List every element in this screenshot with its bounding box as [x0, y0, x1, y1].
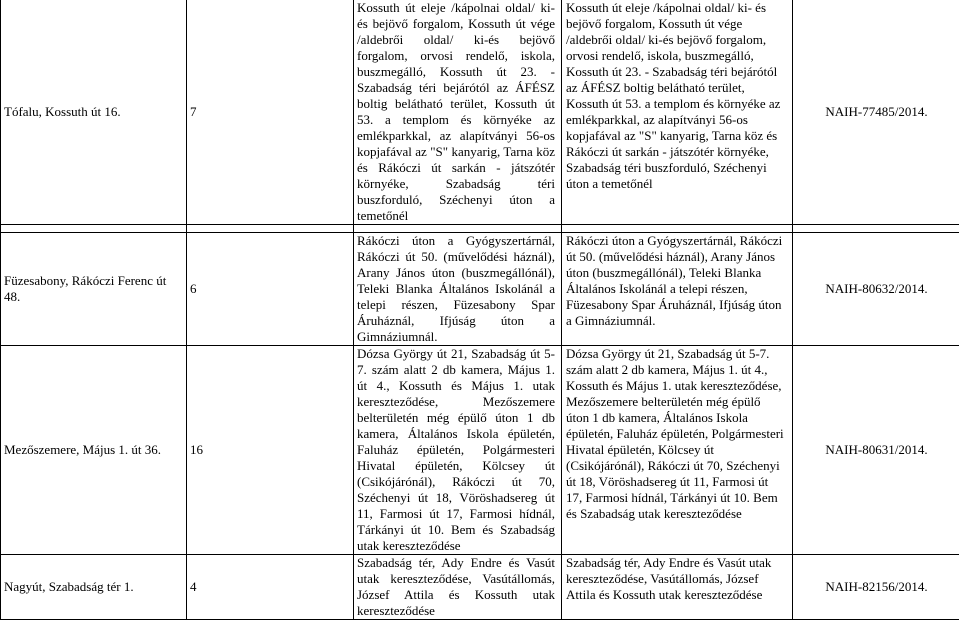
- monitored-area-cell: Rákóczi úton a Gyógyszertárnál, Rákóczi út 50. (művelődési háznál), Arany János úton (buszmegállónál), Teleki Blanka Általános Iskolánál a telepi részen, Füzesabony Spar Áruháznál, Ifjúság úton a Gimnáziumnál.: [354, 233, 562, 346]
- camera-count-cell: 4: [187, 555, 354, 620]
- monitored-area-cell: Szabadság tér, Ady Endre és Vasút utak kereszteződése, Vasútállomás, József Attila és Kossuth utak kereszteződése: [562, 555, 793, 620]
- monitored-area-cell: Kossuth út eleje /kápolnai oldal/ ki- és bejövő forgalom, Kossuth út vége /aldebrői oldal/ ki-és bejövő forgalom, orvosi rendelő, iskola, buszmegálló, Kossuth út 23. - Szabadság téri bejárótól az ÁFÉSZ boltig belátható terület, Kossuth út 53. a templom és környéke az emlékparkkal, az alapítványi 56-os kopjafával az "S" kanyarig, Tarna köz és Rákóczi út sarkán - játszótér környéke, Szabadság téri buszforduló, Széchenyi úton a temetőnél: [562, 0, 793, 225]
- table-row: [1, 346, 959, 555]
- location-cell: Mezőszemere, Május 1. út 36.: [1, 346, 187, 555]
- camera-count-cell: 16: [187, 346, 354, 555]
- camera-count-cell: 6: [187, 233, 354, 346]
- monitored-area-cell: Szabadság tér, Ady Endre és Vasút utak kereszteződése, Vasútállomás, József Attila és Kossuth utak kereszteződése: [354, 555, 562, 620]
- table-row: [1, 0, 959, 225]
- table-row: [1, 233, 959, 346]
- monitored-area-cell: Rákóczi úton a Gyógyszertárnál, Rákóczi út 50. (művelődési háznál), Arany János úton (buszmegállónál), Teleki Blanka Általános Iskolánál a telepi részen, Füzesabony Spar Áruháznál, Ifjúság úton a Gimnáziumnál.: [562, 233, 793, 346]
- naih-id-cell: NAIH-82156/2014.: [793, 555, 959, 620]
- monitored-area-cell: Kossuth út eleje /kápolnai oldal/ ki- és bejövő forgalom, Kossuth út vége /aldebrői oldal/ ki-és bejövő forgalom, orvosi rendelő, iskola, buszmegálló, Kossuth út 23. - Szabadság téri bejárótól az ÁFÉSZ boltig belátható terület, Kossuth út 53. a templom és környéke az emlékparkkal, az alapítványi 56-os kopjafával az "S" kanyarig, Tarna köz és Rákóczi út sarkán - játszótér környéke, Szabadság téri buszforduló, Széchenyi úton a temetőnél: [354, 0, 562, 225]
- monitored-area-cell: Dózsa György út 21, Szabadság út 5-7. szám alatt 2 db kamera, Május 1. út 4., Kossuth és Május 1. utak kereszteződése, Mezőszemere belterületén még épülő úton 1 db kamera, Általános Iskola épületén, Faluház épületén, Polgármesteri Hivatal épületén, Kölcsey út (Csikójárónál), Rákóczi út 70, Széchenyi út 18, Vöröshadsereg út 11, Farmosi út 17, Farmosi hídnál, Tárkányi út 10. Bem és Szabadság utak kereszteződése: [562, 346, 793, 555]
- location-cell: Nagyút, Szabadság tér 1.: [1, 555, 187, 620]
- location-cell: Füzesabony, Rákóczi Ferenc út 48.: [1, 233, 187, 346]
- naih-id-cell: NAIH-77485/2014.: [793, 0, 959, 225]
- monitored-area-cell: Dózsa György út 21, Szabadság út 5-7. szám alatt 2 db kamera, Május 1. út 4., Kossuth és Május 1. utak kereszteződése, Mezőszemere belterületén még épülő úton 1 db kamera, Általános Iskola épületén, Faluház épületén, Polgármesteri Hivatal épületén, Kölcsey út (Csikójárónál), Rákóczi út 70, Széchenyi út 18, Vöröshadsereg út 11, Farmosi út 17, Farmosi hídnál, Tárkányi út 10. Bem és Szabadság utak kereszteződése: [354, 346, 562, 555]
- camera-count-cell: 7: [187, 0, 354, 225]
- location-cell: Tófalu, Kossuth út 16.: [1, 0, 187, 225]
- naih-id-cell: NAIH-80632/2014.: [793, 233, 959, 346]
- naih-id-cell: NAIH-80631/2014.: [793, 346, 959, 555]
- row-separator: [1, 225, 959, 233]
- table-row: [1, 555, 959, 620]
